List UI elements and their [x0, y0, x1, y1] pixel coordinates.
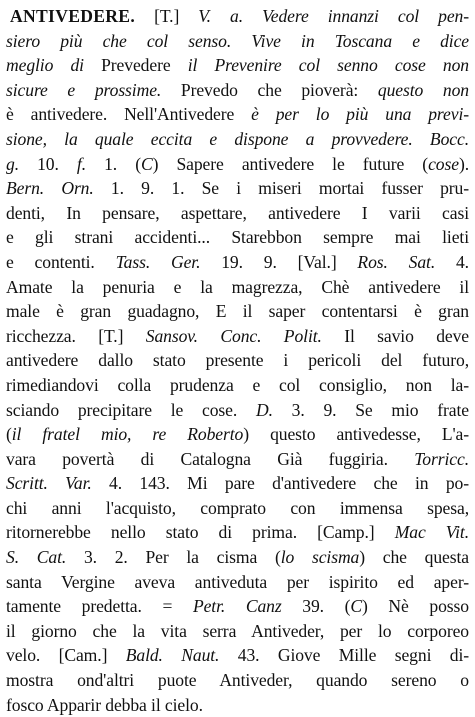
text-segment: il giorno che la vita serra Antiveder, per lo corporeo — [6, 620, 469, 641]
text-segment: ) che questa — [359, 547, 469, 568]
entry-line — [6, 643, 469, 668]
text-segment: velo. [Cam.] — [6, 645, 126, 666]
entry-line — [6, 570, 469, 595]
entry-line — [6, 545, 469, 570]
entry-headword: ANTIVEDERE. — [10, 6, 136, 26]
italic-segment: il fratel mio, re Roberto — [11, 424, 244, 445]
italic-segment: Tass. Ger. — [115, 251, 222, 272]
entry-line — [6, 520, 469, 545]
text-segment: Prevedere — [101, 55, 188, 76]
italic-segment: lo scisma — [280, 547, 360, 568]
text-segment: antivedere dallo stato presente i pericoli del futuro, — [6, 350, 469, 371]
entry-line — [6, 176, 469, 201]
entry-line — [6, 594, 469, 619]
italic-segment: Bern. Orn. — [6, 178, 111, 199]
entry-line — [6, 447, 469, 472]
entry-line — [6, 53, 469, 78]
entry-line — [6, 299, 469, 324]
text-segment: Amate la penuria e la magrezza, Chè antivedere il — [6, 276, 469, 297]
italic-segment: C — [140, 153, 153, 174]
entry-line — [6, 422, 469, 447]
italic-segment: meglio di — [6, 55, 102, 76]
text-segment: fosco Apparir debba il cielo. — [6, 694, 203, 715]
entry-line — [6, 4, 469, 29]
text-segment: Il savio deve — [344, 325, 469, 346]
entry-line — [6, 225, 469, 250]
entry-line — [6, 496, 469, 521]
text-segment: santa Vergine aveva antiveduta per ispirito ed aper- — [6, 571, 469, 592]
entry-line — [6, 668, 469, 693]
entry-line — [6, 324, 469, 349]
text-segment: rimediandovi colla prudenza e col consiglio, non la- — [6, 374, 469, 395]
text-segment: denti, In pensare, aspettare, antivedere I varii casi — [6, 202, 469, 223]
italic-segment: f. — [76, 153, 105, 174]
text-segment: 43. Giove Mille segni di- — [237, 645, 469, 666]
text-segment: e contenti. — [6, 251, 116, 272]
italic-segment: D. — [255, 399, 292, 420]
italic-segment: C — [350, 596, 363, 617]
italic-segment: S. Cat. — [6, 547, 84, 568]
entry-line — [6, 78, 469, 103]
entry-line — [6, 471, 469, 496]
text-segment: 3. 2. Per la cisma ( — [83, 547, 281, 568]
text-segment: 10. — [37, 153, 77, 174]
entry-line — [6, 348, 469, 373]
italic-segment: è per lo più una previ- — [251, 104, 469, 125]
italic-segment: questo non — [377, 79, 470, 100]
italic-segment: siero più che col senso. Vive in Toscana e dice — [6, 30, 469, 51]
entry-line — [6, 250, 469, 275]
italic-segment: g. — [6, 153, 38, 174]
entry-line — [6, 201, 469, 226]
entry-line — [6, 693, 469, 717]
text-segment: 1. 9. 1. Se i miseri mortai fusser pru- — [110, 178, 469, 199]
text-segment: ) questo antivedesse, L'a- — [243, 424, 470, 445]
entry-line — [6, 373, 469, 398]
italic-segment: il Prevenire col senno cose non — [187, 55, 469, 76]
entry-line — [6, 275, 469, 300]
text-segment: 19. 9. [Val.] — [221, 251, 358, 272]
italic-segment: sicure e prossime. — [6, 79, 181, 100]
text-segment: 4. — [455, 251, 469, 272]
dictionary-entry-antivedere — [6, 4, 469, 717]
italic-segment: Ros. Sat. — [357, 251, 456, 272]
entry-line — [6, 152, 469, 177]
text-segment: è antivedere. Nell'Antivedere — [6, 104, 252, 125]
italic-segment: Petr. Canz — [192, 596, 303, 617]
text-segment: ritornerebbe nello stato di prima. [Camp.] — [6, 522, 395, 543]
text-segment: mostra ond'altri puote Antiveder, quando sereno o — [6, 670, 469, 691]
text-segment: ) Sapere antivedere le future ( — [152, 153, 429, 174]
entry-line — [6, 619, 469, 644]
text-segment: tamente predetta. = — [6, 596, 193, 617]
text-segment: ). — [458, 153, 469, 174]
text-segment: ricchezza. [T.] — [6, 325, 146, 346]
entry-line — [6, 398, 469, 423]
text-segment: [T.] — [154, 6, 199, 26]
italic-segment: V. a. Vedere innanzi col pen- — [198, 6, 469, 26]
italic-segment: Bald. Naut. — [125, 645, 238, 666]
text-segment: male è gran guadagno, E il saper contentarsi è gran — [6, 301, 469, 322]
text-segment: Prevedo che pioverà: — [180, 79, 378, 100]
entry-line — [6, 29, 469, 54]
italic-segment: Sansov. Conc. Polit. — [145, 325, 345, 346]
text-segment: 1. ( — [104, 153, 141, 174]
text-segment: vara povertà di Catalogna Già fuggiria. — [6, 448, 415, 469]
italic-segment: sione, la quale eccita e dispone a provvedere. Bocc. — [6, 128, 469, 149]
text-segment: ) Nè posso — [362, 596, 469, 617]
text-segment: chi anni l'acquisto, comprato con immensa spesa, — [6, 497, 469, 518]
text-segment: sciando precipitare le cose. — [6, 399, 256, 420]
italic-segment: Scritt. Var. — [6, 473, 110, 494]
italic-segment: Torricc. — [414, 448, 469, 469]
text-segment: ( — [6, 424, 12, 445]
italic-segment: Mac Vit. — [394, 522, 469, 543]
entry-line — [6, 127, 469, 152]
italic-segment: cose — [428, 153, 459, 174]
text-segment: 3. 9. Se mio frate — [291, 399, 470, 420]
text-segment: 39. ( — [302, 596, 351, 617]
entry-line — [6, 102, 469, 127]
text-segment: 4. 143. Mi pare d'antivedere che in po- — [109, 473, 469, 494]
text-segment: e gli strani accidenti... Starebbon sempre mai lieti — [6, 227, 469, 248]
